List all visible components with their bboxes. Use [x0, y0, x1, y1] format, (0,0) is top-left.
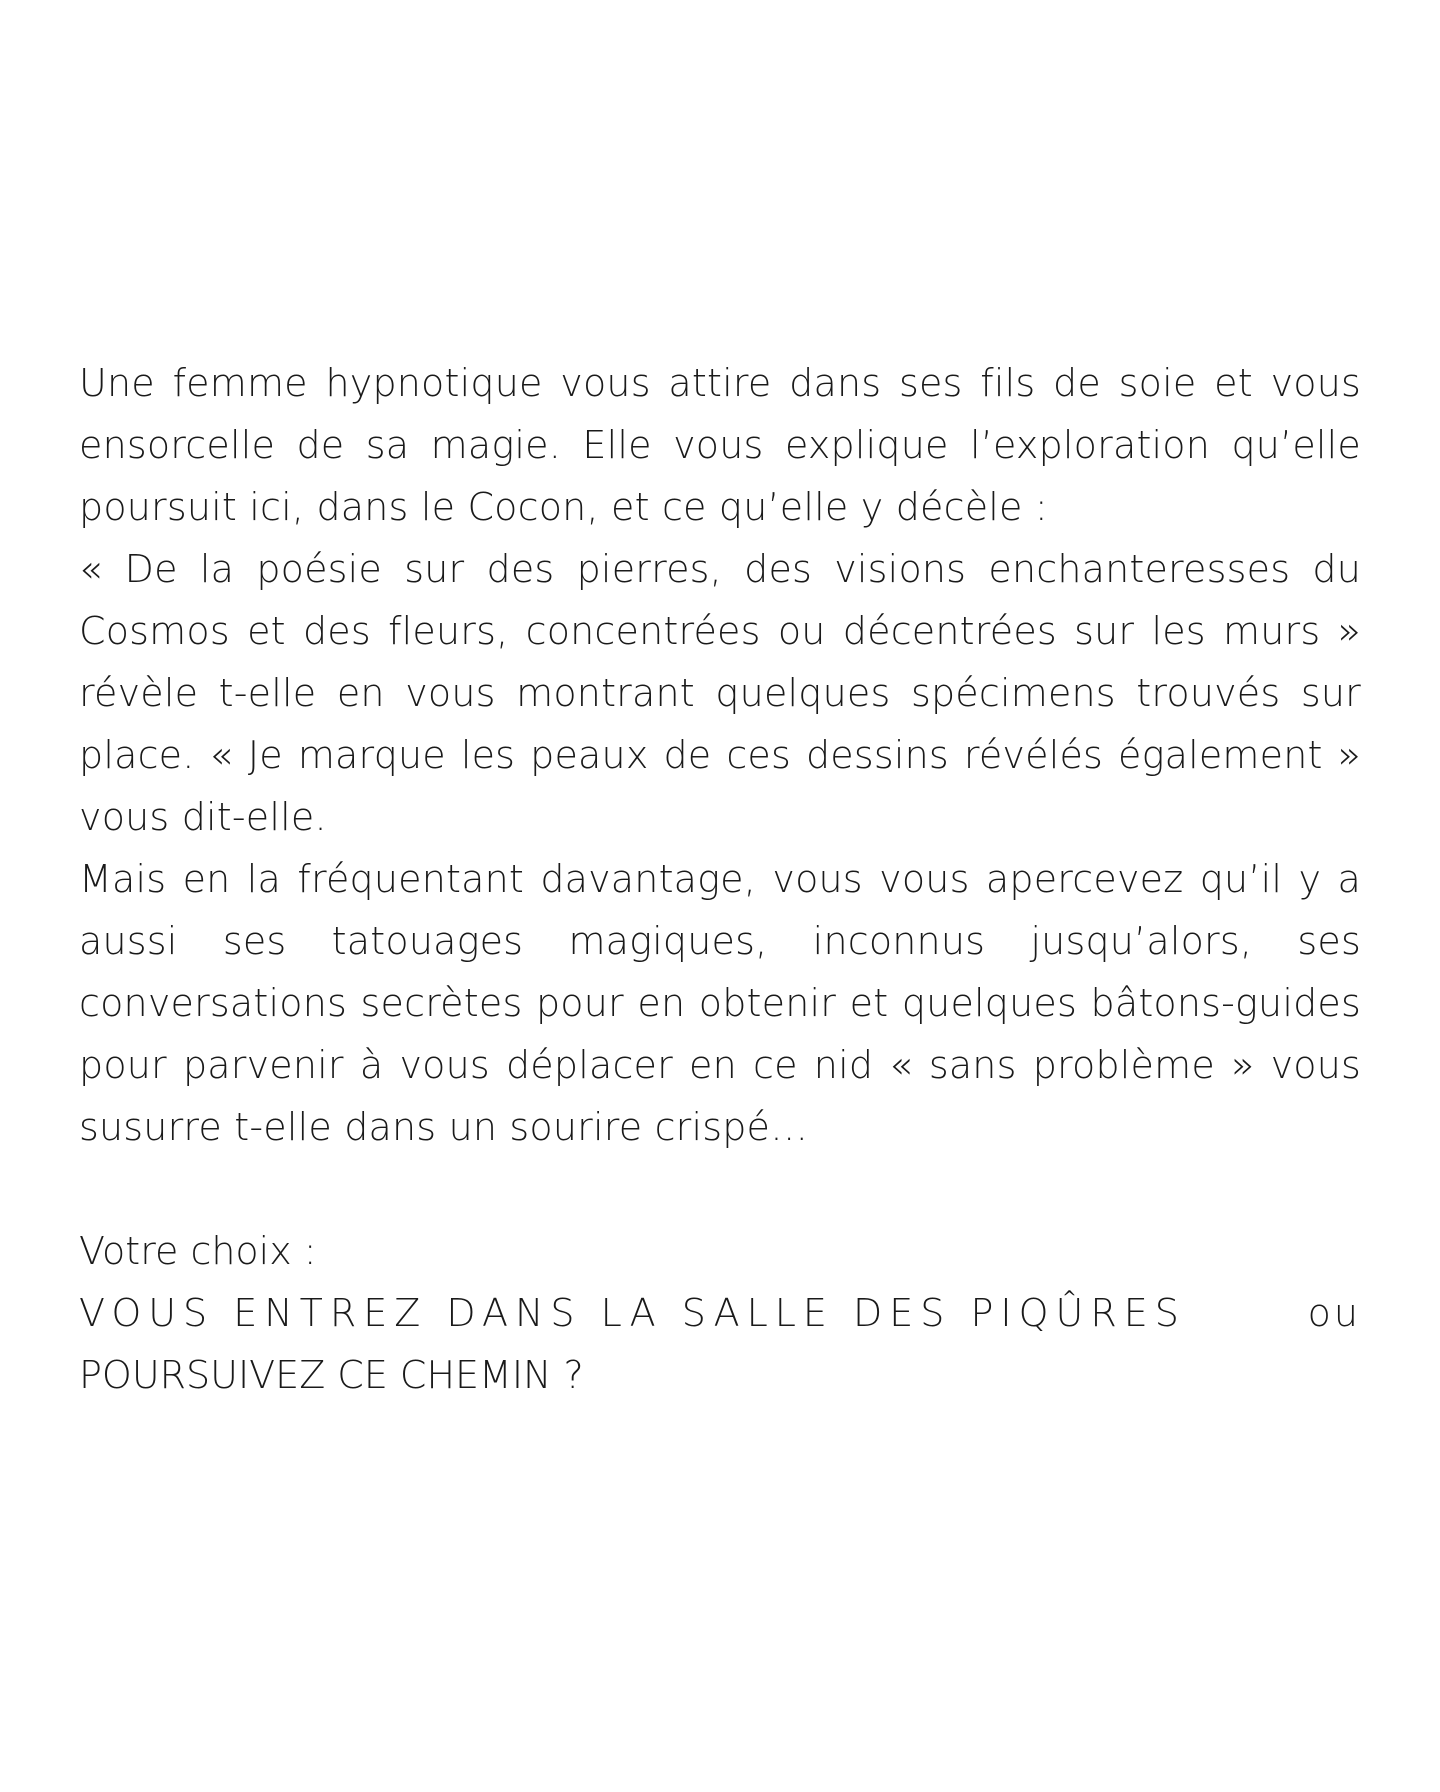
choice-row: [79, 1282, 1361, 1344]
story-text: [79, 352, 1361, 1158]
story-paragraph-2: « De la poésie sur des pierres, des visions enchanteresses du Cosmos et des fleurs, concentrées ou décentrées sur les murs » révèle t-elle en vous montrant quelques spécimens trouvés sur place. « Je marque les peaux de ces dessins révélés également » vous dit-elle.: [79, 547, 1361, 839]
choice-option-1[interactable]: VOUS ENTREZ DANS LA SALLE DES PIQÛRES: [79, 1291, 1186, 1335]
story-paragraph-1: Une femme hypnotique vous attire dans ses fils de soie et vous ensorcelle de sa magie. Elle vous explique l’exploration qu’elle poursuit ici, dans le Cocon, et ce qu’elle y décèle :: [79, 361, 1361, 529]
story-paragraph-3: Mais en la fréquentant davantage, vous vous apercevez qu’il y a aussi ses tatouages magiques, inconnus jusqu’alors, ses conversations secrètes pour en obtenir et quelques bâtons-guides pour parvenir à vous déplacer en ce nid « sans problème » vous susurre t-elle dans un sourire crispé…: [79, 857, 1361, 1149]
choice-option-2[interactable]: POURSUIVEZ CE CHEMIN ?: [79, 1353, 584, 1397]
choice-label: Votre choix :: [79, 1229, 317, 1273]
choice-block: [79, 1220, 1361, 1406]
page-content: [79, 352, 1361, 1406]
choice-separator: ou: [1307, 1291, 1361, 1335]
